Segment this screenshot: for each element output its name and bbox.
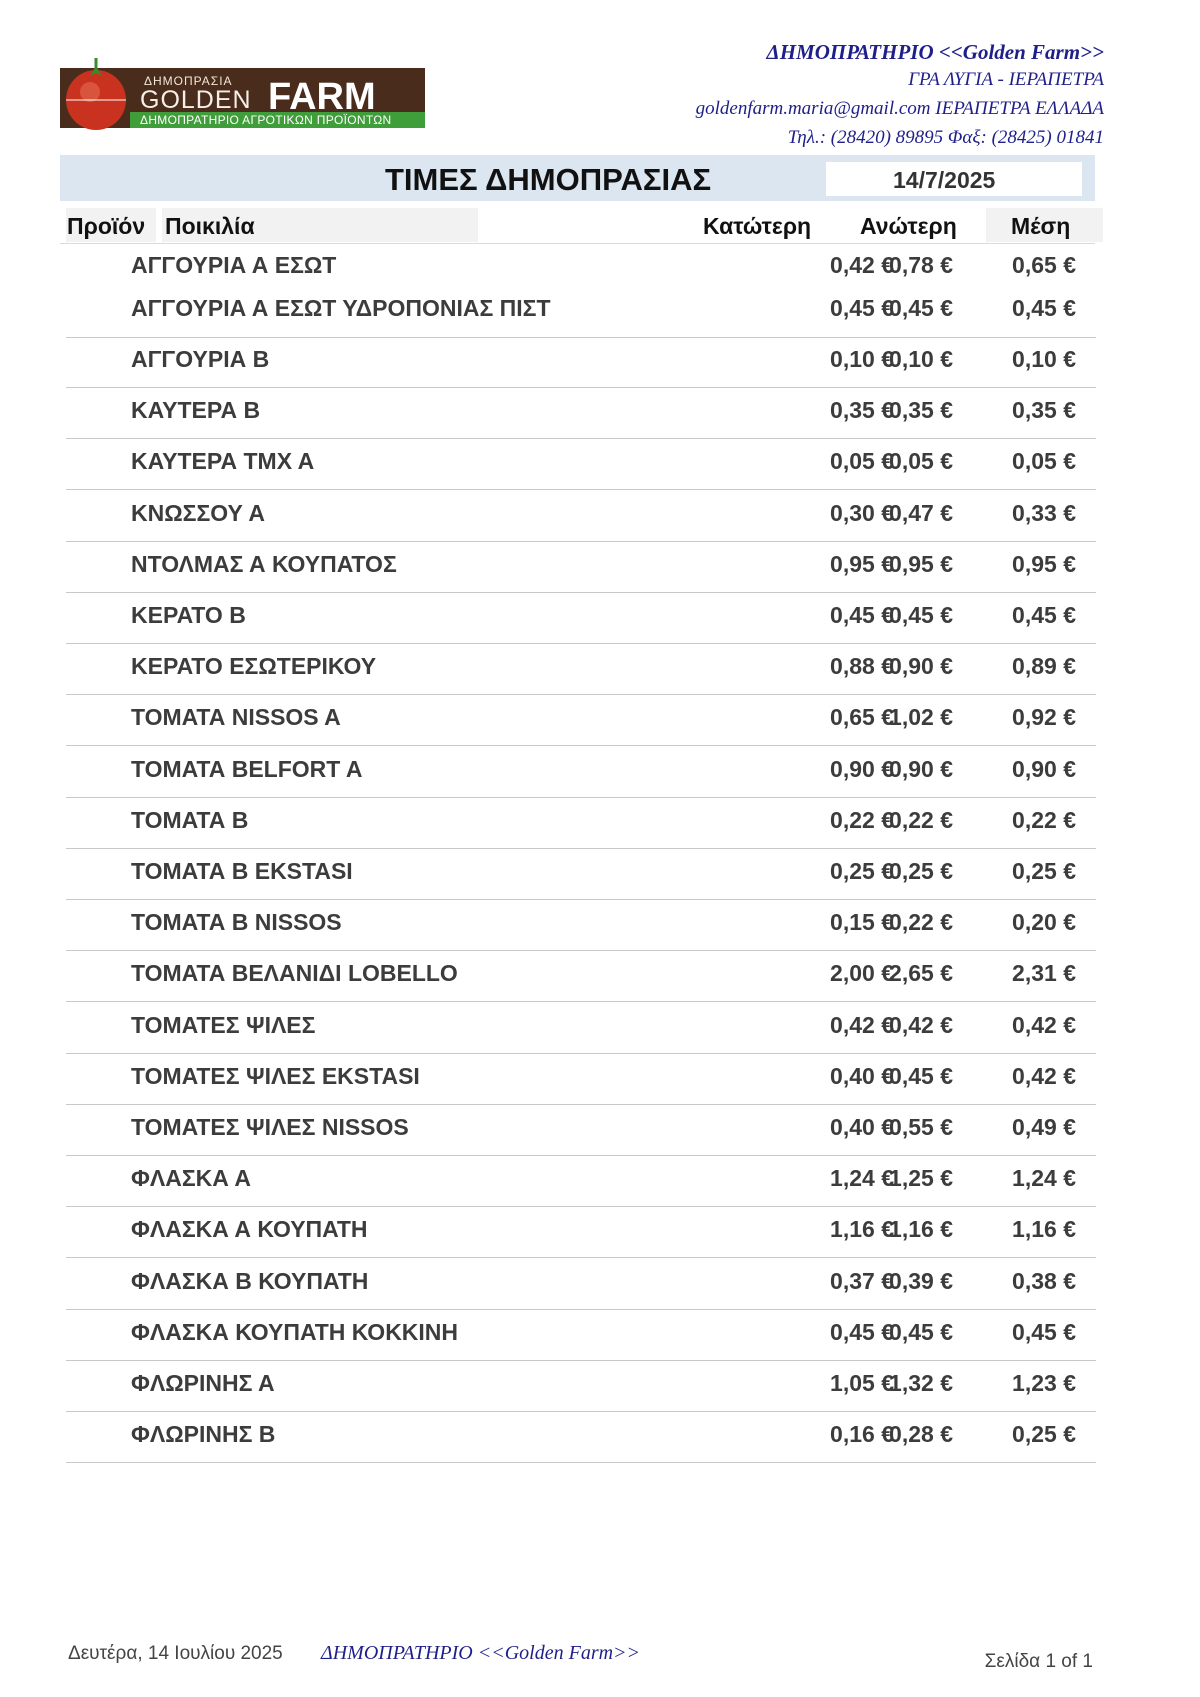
col-header-product: Προϊόν bbox=[67, 213, 146, 239]
price-high: 0,90 € bbox=[889, 755, 953, 782]
footer-date: Δευτέρα, 14 Ιουλίου 2025 bbox=[68, 1643, 283, 1664]
price-avg: 0,35 € bbox=[1012, 397, 1076, 424]
row-divider bbox=[66, 745, 1096, 746]
logo-golden-text: GOLDEN bbox=[140, 86, 252, 114]
price-high: 1,16 € bbox=[889, 1216, 953, 1243]
price-low: 0,95 € bbox=[830, 550, 894, 577]
price-high: 0,95 € bbox=[889, 550, 953, 577]
price-high: 1,25 € bbox=[889, 1165, 953, 1192]
price-avg: 0,25 € bbox=[1012, 858, 1076, 884]
row-divider bbox=[66, 848, 1096, 849]
table-row bbox=[66, 858, 1096, 908]
variety-name: ΑΓΓΟΥΡΙΑ Α ΕΣΩΤ bbox=[131, 252, 337, 278]
variety-name: ΚΝΩΣΣΟΥ Α bbox=[131, 499, 266, 526]
variety-name: ΚΕΡΑΤΟ ΕΣΩΤΕΡΙΚΟΥ bbox=[131, 653, 377, 680]
col-header-low: Κατώτερη bbox=[703, 213, 812, 239]
variety-name: ΤΟΜΑΤΕΣ ΨΙΛΕΣ EKSTASI bbox=[131, 1062, 420, 1089]
price-high: 0,45 € bbox=[889, 602, 953, 628]
col-header-avg: Μέση bbox=[1011, 213, 1071, 239]
variety-name: ΤΟΜΑΤΑ Β EKSTASI bbox=[131, 858, 353, 884]
footer-page-number: Σελίδα 1 of 1 bbox=[984, 1651, 1093, 1672]
variety-name: ΦΛΩΡΙΝΗΣ Α bbox=[131, 1370, 275, 1396]
price-low: 0,15 € bbox=[830, 909, 894, 936]
col-header-high: Ανώτερη bbox=[860, 213, 957, 239]
table-row bbox=[66, 1421, 1096, 1471]
row-divider bbox=[66, 1462, 1096, 1463]
price-low: 1,05 € bbox=[830, 1370, 894, 1396]
variety-name: ΦΛΑΣΚΑ Α bbox=[131, 1165, 251, 1192]
variety-name: ΚΑΥΤΕΡΑ Β bbox=[131, 397, 261, 424]
row-divider bbox=[66, 1411, 1096, 1412]
price-low: 0,42 € bbox=[830, 1011, 894, 1038]
price-low: 0,88 € bbox=[830, 653, 894, 680]
price-high: 2,65 € bbox=[889, 960, 953, 987]
price-low: 0,45 € bbox=[830, 602, 894, 628]
row-divider bbox=[66, 1155, 1096, 1156]
price-high: 0,42 € bbox=[889, 1011, 953, 1038]
row-divider bbox=[66, 694, 1096, 695]
price-low: 1,16 € bbox=[830, 1216, 894, 1243]
price-avg: 0,45 € bbox=[1012, 295, 1076, 321]
price-high: 1,02 € bbox=[889, 704, 953, 731]
row-divider bbox=[66, 337, 1096, 338]
row-divider bbox=[66, 1360, 1096, 1361]
price-avg: 0,92 € bbox=[1012, 704, 1076, 731]
price-low: 0,90 € bbox=[830, 755, 894, 782]
company-logo bbox=[60, 56, 425, 132]
variety-name: ΤΟΜΑΤΑ NISSOS A bbox=[131, 704, 341, 731]
table-row bbox=[66, 551, 1096, 601]
price-high: 0,05 € bbox=[889, 448, 953, 475]
price-low: 0,35 € bbox=[830, 397, 894, 424]
table-row bbox=[66, 807, 1096, 857]
table-row bbox=[66, 602, 1096, 652]
price-avg: 1,16 € bbox=[1012, 1216, 1076, 1243]
logo-small-text: ΔΗΜΟΠΡΑΣΙΑ bbox=[144, 74, 233, 88]
variety-name: ΦΛΑΣΚΑ Β ΚΟΥΠΑΤΗ bbox=[131, 1267, 369, 1294]
price-high: 0,39 € bbox=[889, 1267, 953, 1294]
price-avg: 0,49 € bbox=[1012, 1114, 1076, 1140]
price-low: 0,37 € bbox=[830, 1267, 894, 1294]
row-divider bbox=[66, 541, 1096, 542]
price-high: 1,32 € bbox=[889, 1370, 953, 1396]
row-divider bbox=[66, 1104, 1096, 1105]
price-low: 0,40 € bbox=[830, 1114, 894, 1140]
row-divider bbox=[66, 1053, 1096, 1054]
price-low: 0,25 € bbox=[830, 858, 894, 884]
row-divider bbox=[66, 950, 1096, 951]
price-avg: 2,31 € bbox=[1012, 960, 1076, 987]
table-row bbox=[66, 397, 1096, 447]
price-avg: 0,89 € bbox=[1012, 653, 1076, 680]
variety-name: ΚΕΡΑΤΟ Β bbox=[131, 602, 246, 628]
variety-name: ΤΟΜΑΤΕΣ ΨΙΛΕΣ NISSOS bbox=[131, 1114, 409, 1140]
price-avg: 0,45 € bbox=[1012, 1318, 1076, 1345]
table-row bbox=[66, 295, 1096, 345]
price-avg: 0,10 € bbox=[1012, 346, 1076, 372]
company-email: goldenfarm.maria@gmail.com ΙΕΡΑΠΕΤΡΑ ΕΛΛΑΔΑ bbox=[695, 98, 1104, 119]
price-avg: 0,33 € bbox=[1012, 499, 1076, 526]
report-date: 14/7/2025 bbox=[893, 167, 996, 193]
table-row bbox=[66, 1319, 1096, 1369]
variety-name: ΑΓΓΟΥΡΙΑ Α ΕΣΩΤ ΥΔΡΟΠΟΝΙΑΣ ΠΙΣΤ bbox=[131, 295, 551, 321]
table-row bbox=[66, 960, 1096, 1010]
variety-name: ΤΟΜΑΤΕΣ ΨΙΛΕΣ bbox=[131, 1011, 316, 1038]
price-avg: 0,95 € bbox=[1012, 550, 1076, 577]
row-divider bbox=[66, 592, 1096, 593]
price-high: 0,45 € bbox=[889, 295, 953, 321]
price-high: 0,28 € bbox=[889, 1421, 953, 1448]
company-address: ΓΡΑ ΛΥΓΙΑ - ΙΕΡΑΠΕΤΡΑ bbox=[908, 69, 1104, 90]
price-avg: 0,20 € bbox=[1012, 909, 1076, 936]
variety-name: ΤΟΜΑΤΑ Β bbox=[131, 806, 249, 833]
price-high: 0,78 € bbox=[889, 252, 953, 278]
price-low: 0,30 € bbox=[830, 499, 894, 526]
variety-name: ΝΤΟΛΜΑΣ Α ΚΟΥΠΑΤΟΣ bbox=[131, 550, 397, 577]
row-divider bbox=[66, 643, 1096, 644]
variety-name: ΦΛΑΣΚΑ Α ΚΟΥΠΑΤΗ bbox=[131, 1216, 368, 1243]
price-high: 0,10 € bbox=[889, 346, 953, 372]
tomato-icon bbox=[60, 56, 134, 132]
table-row bbox=[66, 1114, 1096, 1164]
table-row bbox=[66, 448, 1096, 498]
price-high: 0,22 € bbox=[889, 909, 953, 936]
price-low: 0,40 € bbox=[830, 1062, 894, 1089]
price-low: 0,05 € bbox=[830, 448, 894, 475]
price-avg: 0,25 € bbox=[1012, 1421, 1076, 1448]
table-row bbox=[66, 653, 1096, 703]
table-row bbox=[66, 756, 1096, 806]
row-divider bbox=[66, 1206, 1096, 1207]
variety-name: ΤΟΜΑΤΑ Β NISSOS bbox=[131, 909, 342, 936]
price-avg: 0,38 € bbox=[1012, 1267, 1076, 1294]
price-high: 0,90 € bbox=[889, 653, 953, 680]
price-high: 0,55 € bbox=[889, 1114, 953, 1140]
table-row bbox=[66, 1063, 1096, 1113]
table-row bbox=[66, 1268, 1096, 1318]
variety-name: ΤΟΜΑΤΑ ΒΕΛΑΝΙΔΙ LOBELLO bbox=[131, 960, 458, 987]
row-divider bbox=[66, 1001, 1096, 1002]
table-row bbox=[66, 704, 1096, 754]
variety-name: ΤΟΜΑΤΑ BELFORT A bbox=[131, 755, 363, 782]
price-avg: 0,45 € bbox=[1012, 602, 1076, 628]
row-divider bbox=[66, 1309, 1096, 1310]
price-high: 0,47 € bbox=[889, 499, 953, 526]
price-high: 0,35 € bbox=[889, 397, 953, 424]
table-row bbox=[66, 1216, 1096, 1266]
table-row bbox=[66, 500, 1096, 550]
price-low: 0,16 € bbox=[830, 1421, 894, 1448]
price-low: 2,00 € bbox=[830, 960, 894, 987]
price-avg: 0,05 € bbox=[1012, 448, 1076, 475]
row-divider bbox=[66, 387, 1096, 388]
price-high: 0,45 € bbox=[889, 1062, 953, 1089]
price-low: 0,22 € bbox=[830, 806, 894, 833]
table-row bbox=[66, 1165, 1096, 1215]
price-low: 0,45 € bbox=[830, 295, 894, 321]
row-divider bbox=[66, 489, 1096, 490]
footer-company: ΔΗΜΟΠΡΑΤΗΡΙΟ <<Golden Farm>> bbox=[321, 1642, 641, 1664]
price-avg: 0,65 € bbox=[1012, 252, 1076, 278]
logo-subtitle: ΔΗΜΟΠΡΑΤΗΡΙΟ ΑΓΡΟΤΙΚΩΝ ΠΡΟΪΟΝΤΩΝ bbox=[140, 113, 392, 127]
variety-name: ΚΑΥΤΕΡΑ ΤΜΧ Α bbox=[131, 448, 315, 475]
price-high: 0,22 € bbox=[889, 806, 953, 833]
table-row bbox=[66, 1370, 1096, 1420]
table-row bbox=[66, 909, 1096, 959]
price-avg: 0,90 € bbox=[1012, 755, 1076, 782]
variety-name: ΦΛΑΣΚΑ ΚΟΥΠΑΤΗ ΚΟΚΚΙΝΗ bbox=[131, 1318, 459, 1345]
price-low: 0,10 € bbox=[830, 346, 894, 372]
logo-farm-text: FARM bbox=[268, 76, 376, 118]
report-title: ΤΙΜΕΣ ΔΗΜΟΠΡΑΣΙΑΣ bbox=[385, 162, 712, 197]
variety-name: ΑΓΓΟΥΡΙΑ Β bbox=[131, 346, 270, 372]
row-divider bbox=[66, 1257, 1096, 1258]
price-avg: 1,24 € bbox=[1012, 1165, 1076, 1192]
price-low: 0,42 € bbox=[830, 252, 894, 278]
variety-name: ΦΛΩΡΙΝΗΣ Β bbox=[131, 1421, 276, 1448]
price-low: 0,45 € bbox=[830, 1318, 894, 1345]
price-low: 0,65 € bbox=[830, 704, 894, 731]
row-divider bbox=[66, 438, 1096, 439]
header-divider bbox=[60, 243, 1095, 244]
price-avg: 1,23 € bbox=[1012, 1370, 1076, 1396]
company-phone-fax: Τηλ.: (28420) 89895 Φαξ: (28425) 01841 bbox=[787, 127, 1104, 148]
table-row bbox=[66, 1012, 1096, 1062]
price-avg: 0,42 € bbox=[1012, 1011, 1076, 1038]
price-avg: 0,42 € bbox=[1012, 1062, 1076, 1089]
price-high: 0,45 € bbox=[889, 1318, 953, 1345]
row-divider bbox=[66, 797, 1096, 798]
company-name: ΔΗΜΟΠΡΑΤΗΡΙΟ <<Golden Farm>> bbox=[766, 40, 1104, 64]
col-header-variety: Ποικιλία bbox=[165, 213, 255, 239]
table-row bbox=[66, 346, 1096, 396]
row-divider bbox=[66, 899, 1096, 900]
price-low: 1,24 € bbox=[830, 1165, 894, 1192]
price-high: 0,25 € bbox=[889, 858, 953, 884]
price-avg: 0,22 € bbox=[1012, 806, 1076, 833]
